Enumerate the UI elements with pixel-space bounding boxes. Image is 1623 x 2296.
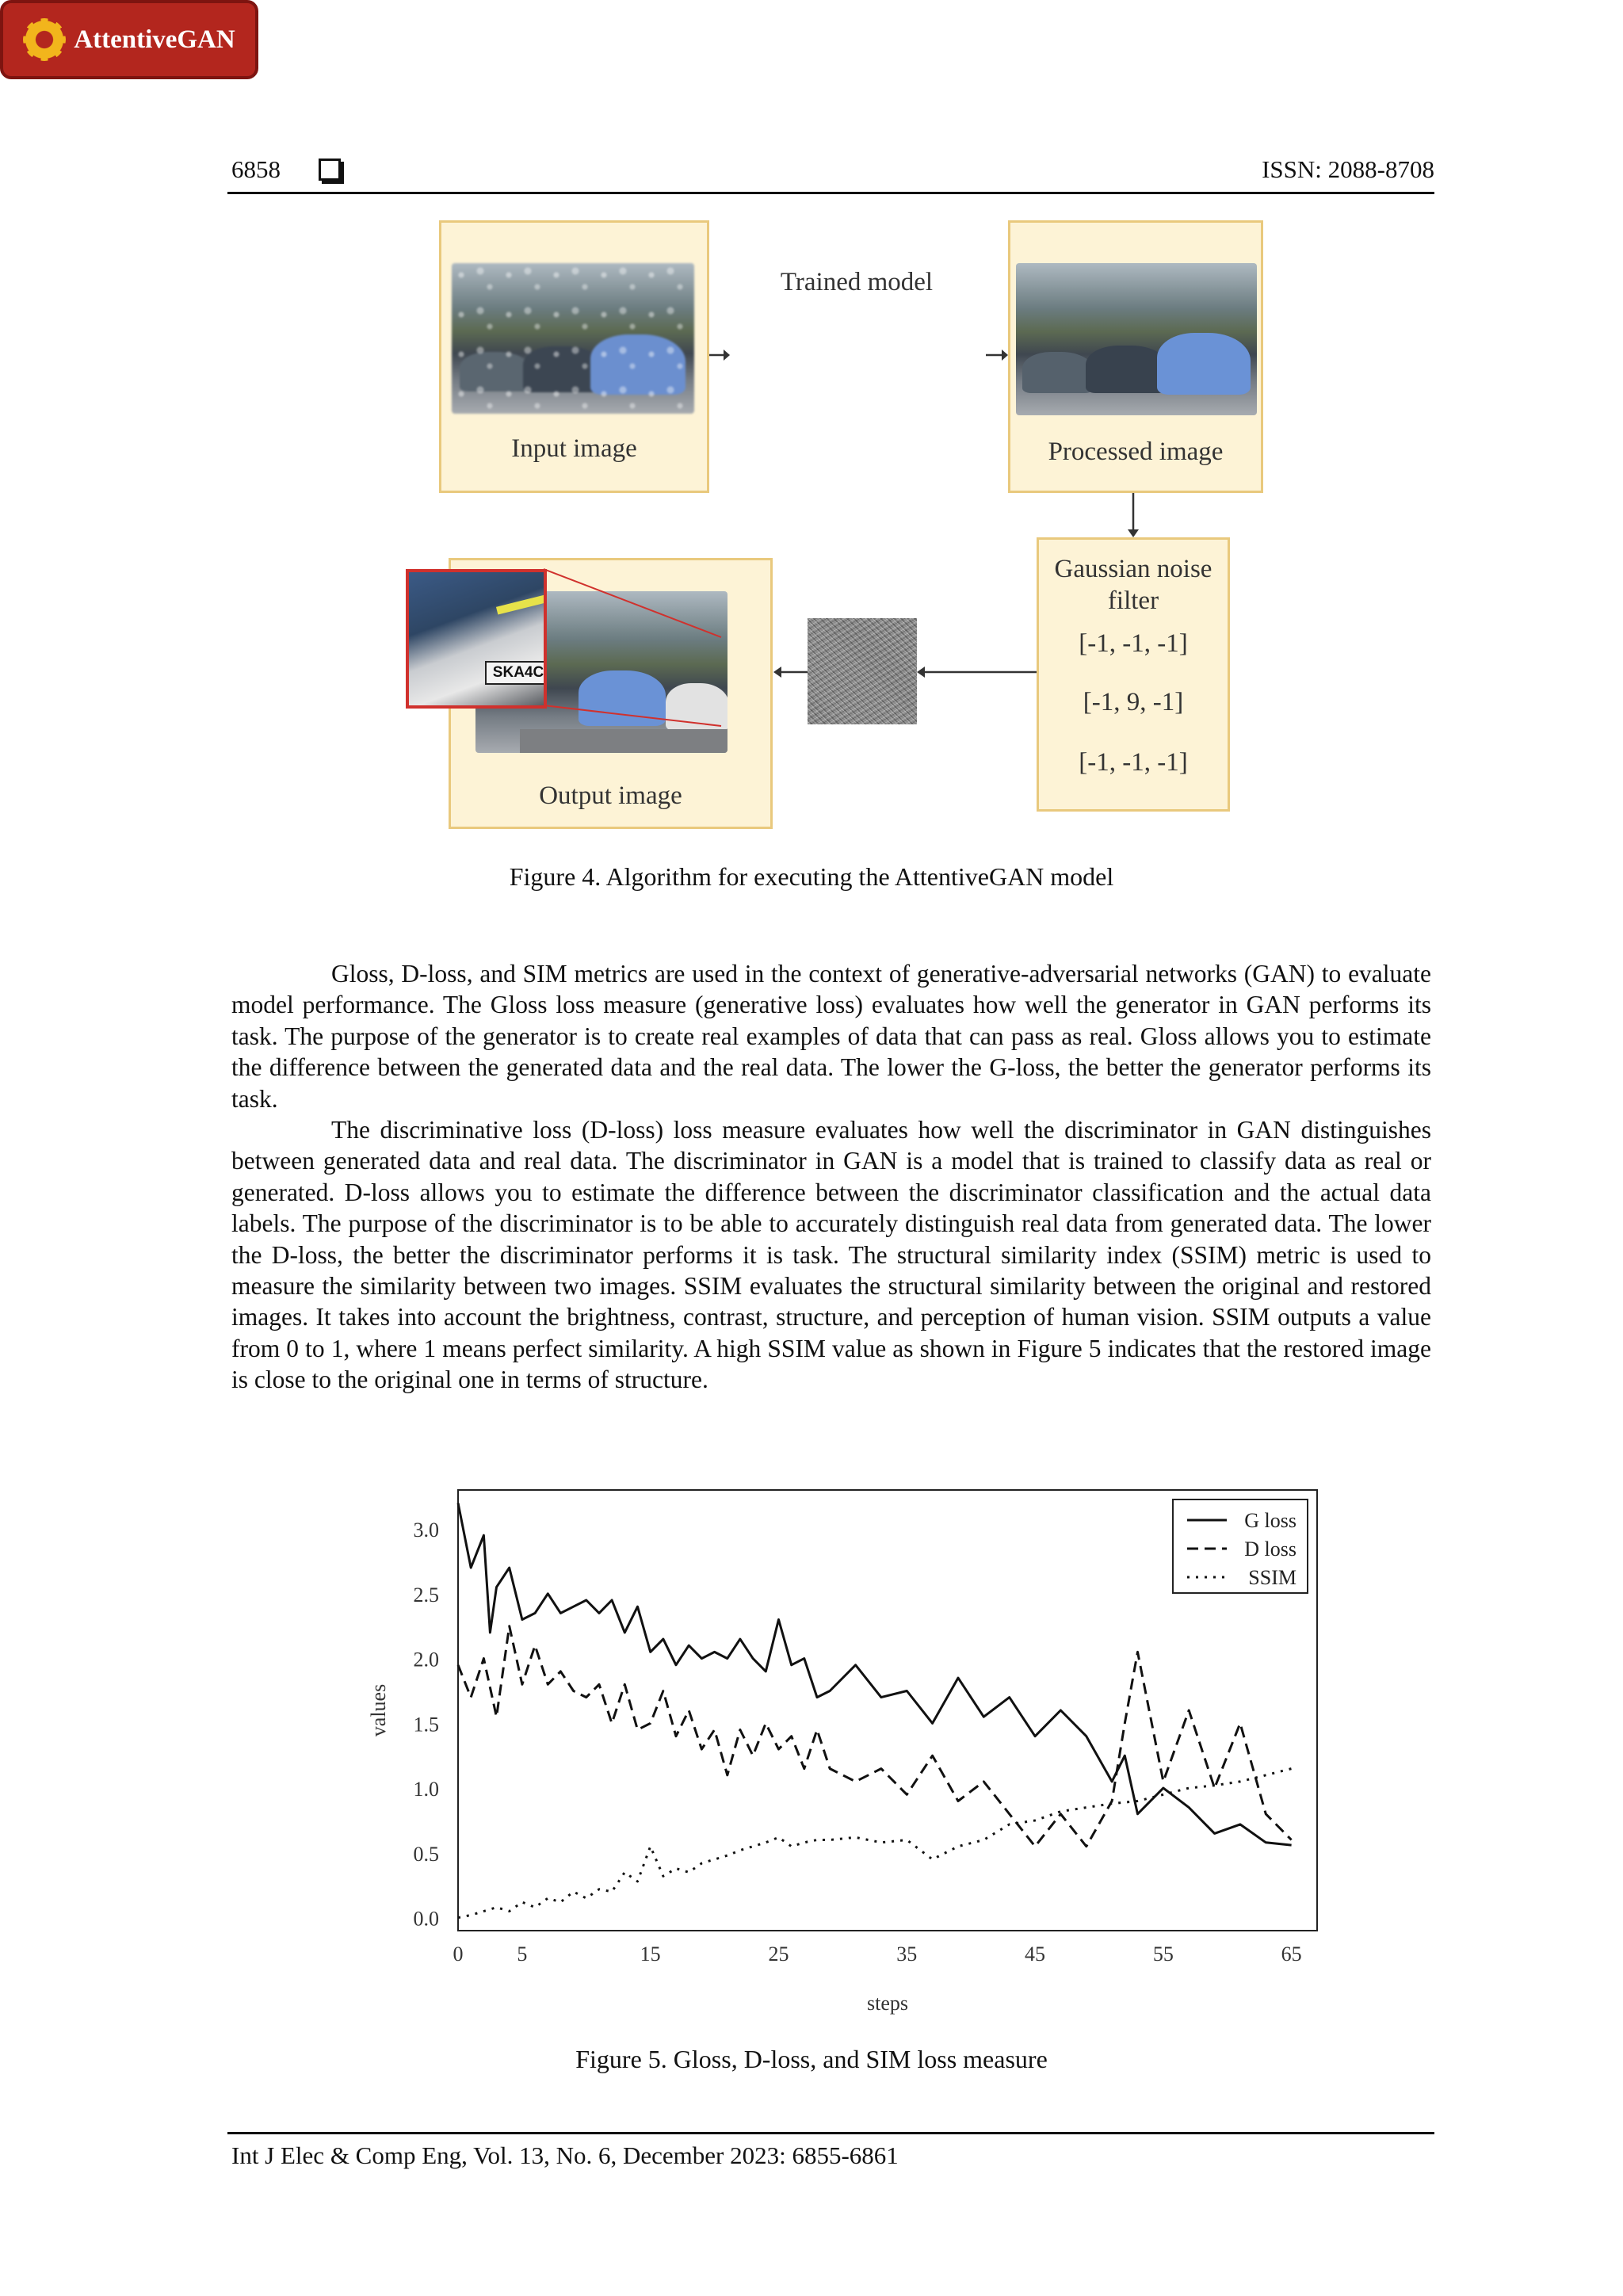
y-axis-label: values: [367, 1683, 390, 1737]
x-axis-label: steps: [867, 1992, 908, 2015]
page-number: [231, 155, 341, 184]
processed-image: [1016, 263, 1257, 415]
y-tick-label: 2.5: [413, 1583, 439, 1606]
zoom-lines: [544, 564, 726, 731]
y-tick-label: 0.0: [413, 1907, 439, 1931]
x-tick-label: 0: [453, 1943, 464, 1966]
legend-label: G loss: [1244, 1509, 1296, 1532]
header-rule: [227, 192, 1434, 194]
filter-row-2: [-1, 9, -1]: [1083, 688, 1184, 716]
license-plate: SKA4C: [485, 661, 547, 685]
x-tick-label: 15: [640, 1943, 661, 1966]
series-line-d-loss: [458, 1626, 1292, 1847]
x-tick-label: 55: [1152, 1943, 1174, 1966]
attentivegan-model: [0, 0, 258, 79]
arrow-down-icon: [1125, 493, 1141, 537]
x-tick-label: 35: [896, 1943, 918, 1966]
trained-model-label: Trained model: [780, 268, 934, 296]
paragraph: The discriminative loss (D-loss) loss measure evaluates how well the discriminator in GAN distinguishes between generated data and real data. The discriminator in GAN is a model that is trained to classify data as real or generated. D-loss allows you to estimate the difference between the discriminator classification and the actual data labels. The purpose of the discriminator is to be able to accurately distinguish real data from generated data. The lower the D-loss, the better the discriminator performs it is task. The structural similarity index (SSIM) metric is used to measure the similarity between two images. SSIM evaluates the structural similarity between the original and restored images. It takes into account the brightness, contrast, structure, and perception of human vision. SSIM outputs a value from 0 to 1, where 1 means perfect similarity. A high SSIM value as shown in Figure 5 indicates that the restored image is close to the original one in terms of structure.: [231, 1116, 1431, 1394]
footer-rule: [227, 2132, 1434, 2134]
legend-label: SSIM: [1248, 1566, 1296, 1589]
body-text: [231, 958, 1431, 1396]
issn: ISSN: 2088-8708: [1262, 155, 1434, 183]
square-icon: [319, 159, 341, 181]
y-tick-label: 2.0: [413, 1648, 439, 1671]
x-tick-label: 65: [1281, 1943, 1302, 1966]
paragraph: Gloss, D-loss, and SIM metrics are used in the context of generative-adversarial networks (GAN) to evaluate model performance. The Gloss loss measure (generative loss) evaluates how well the generator in GAN performs its task. The purpose of the generator is to create real examples of data that can pass as real. Gloss allows you to estimate the difference between the generated data and the real data. The lower the G-loss, the better the generator performs its task.: [231, 960, 1431, 1113]
arrow-left-icon: [917, 664, 1037, 680]
arrow-right-icon: [986, 347, 1008, 363]
arrow-left-icon: [773, 664, 808, 680]
y-tick-label: 1.5: [413, 1713, 439, 1736]
legend-label: D loss: [1244, 1538, 1296, 1561]
page-number-text: 6858: [231, 155, 281, 183]
filter-title: Gaussian noise filter: [1054, 555, 1212, 615]
input-image-caption: Input image: [511, 434, 637, 463]
processed-image-caption: Processed image: [1048, 437, 1224, 466]
figure-5-caption: Figure 5. Gloss, D-loss, and SIM loss measure: [575, 2045, 1048, 2073]
y-tick-label: 1.0: [413, 1778, 439, 1801]
y-tick-label: 3.0: [413, 1519, 439, 1542]
input-image: [452, 263, 694, 414]
noise-image: [808, 618, 917, 724]
loss-chart: [341, 1474, 1339, 2029]
model-name: AttentiveGAN: [74, 25, 235, 54]
series-line-g-loss: [458, 1503, 1292, 1845]
zoom-inset: [406, 569, 547, 709]
output-image-caption: Output image: [539, 781, 682, 810]
y-tick-label: 0.5: [413, 1842, 439, 1866]
gear-icon: [23, 18, 66, 61]
x-tick-label: 45: [1025, 1943, 1046, 1966]
x-tick-label: 25: [768, 1943, 789, 1966]
footer-citation: Int J Elec & Comp Eng, Vol. 13, No. 6, December 2023: 6855-6861: [231, 2141, 899, 2169]
filter-row-3: [-1, -1, -1]: [1079, 748, 1188, 777]
figure-4-caption: Figure 4. Algorithm for executing the AttentiveGAN model: [509, 862, 1114, 891]
filter-row-1: [-1, -1, -1]: [1079, 629, 1188, 658]
x-tick-label: 5: [517, 1943, 528, 1966]
arrow-right-icon: [709, 347, 730, 363]
